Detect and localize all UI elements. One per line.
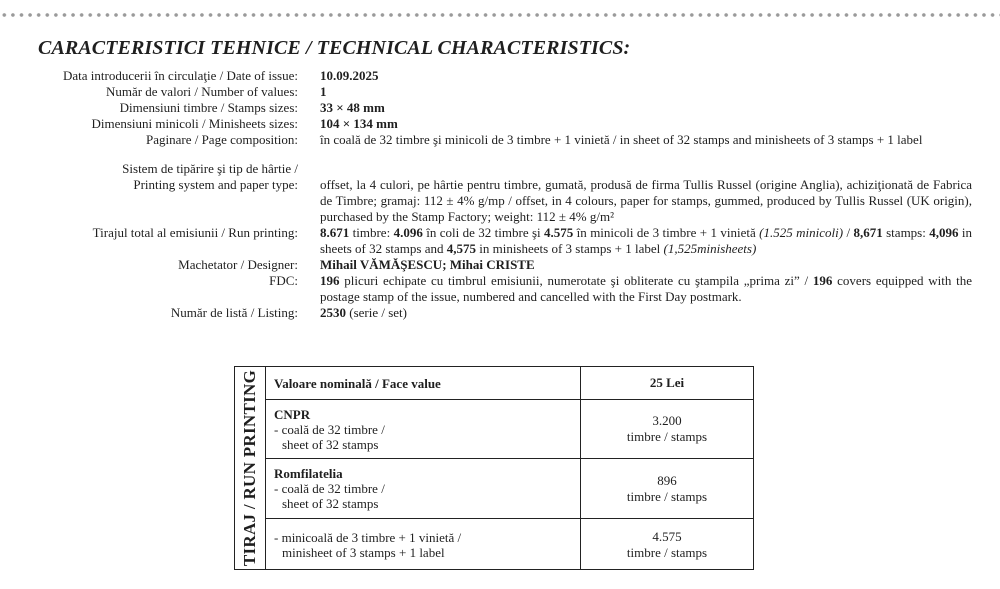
run-text: / bbox=[843, 225, 854, 240]
row-quantity-cell bbox=[581, 519, 754, 571]
spec-label: Număr de listă / Listing: bbox=[170, 305, 298, 320]
values-count: 1 bbox=[320, 84, 327, 99]
spec-row-stamp-size bbox=[0, 100, 1000, 116]
fdc-count-en: 196 bbox=[812, 273, 833, 288]
spec-label-line: Printing system and paper type: bbox=[133, 177, 298, 192]
spec-value bbox=[320, 273, 972, 305]
table-row bbox=[266, 459, 753, 519]
spec-value bbox=[320, 116, 972, 132]
spec-value bbox=[320, 68, 972, 84]
row-quantity: 3.200 bbox=[652, 413, 682, 428]
spec-value: în coală de 32 timbre şi minicoli de 3 timbre + 1 vinietă / in sheet of 32 stamps and minisheets of 3 stamps + 1 label bbox=[320, 132, 923, 147]
spec-row-pagination bbox=[0, 132, 1000, 148]
dotted-separator bbox=[0, 12, 1000, 18]
row-quantity-cell bbox=[581, 459, 754, 519]
run-text: în coli de 32 timbre şi bbox=[422, 225, 545, 240]
spec-row-date bbox=[0, 68, 1000, 84]
row-name: Romfilatelia bbox=[274, 466, 343, 481]
listing-suffix: (serie / set) bbox=[346, 305, 408, 320]
run-mini: 4.575 bbox=[544, 225, 574, 240]
spec-value bbox=[320, 225, 972, 257]
spec-row-printing bbox=[0, 161, 1000, 225]
spec-row-minisheet-size bbox=[0, 116, 1000, 132]
run-text: in minisheets of 3 stamps + 1 label bbox=[475, 241, 664, 256]
header-face-value: Valoare nominală / Face value bbox=[266, 367, 581, 400]
header-value: 25 Lei bbox=[581, 367, 754, 400]
run-text: în minicoli de 3 timbre + 1 vinietă bbox=[573, 225, 760, 240]
spec-row-fdc bbox=[0, 273, 1000, 305]
spec-label: Dimensiuni minicoli / Minisheets sizes: bbox=[91, 116, 298, 131]
spec-label: Paginare / Page composition: bbox=[145, 132, 298, 147]
spec-row-designer bbox=[0, 257, 1000, 273]
date-value: 10.09.2025 bbox=[320, 68, 379, 83]
row-line: - minicoală de 3 timbre + 1 vinietă / bbox=[274, 529, 462, 545]
row-unit: timbre / stamps bbox=[626, 544, 708, 560]
technical-specs bbox=[0, 68, 1000, 321]
run-text: timbre: bbox=[349, 225, 394, 240]
row-unit: timbre / stamps bbox=[626, 488, 708, 504]
row-line: sheet of 32 stamps bbox=[282, 496, 379, 511]
spec-value bbox=[320, 305, 972, 321]
spec-value bbox=[320, 257, 972, 273]
face-value-table bbox=[266, 367, 753, 570]
spec-row-run bbox=[0, 225, 1000, 257]
table-header-row bbox=[266, 367, 753, 400]
spec-label bbox=[0, 161, 298, 225]
row-description bbox=[266, 400, 581, 459]
spec-row-listing bbox=[0, 305, 1000, 321]
run-mini-count: (1.525 minicoli) bbox=[759, 225, 844, 240]
printing-value: offset, la 4 culori, pe hârtie pentru timbre, gumată, produsă de firma Tullis Russel (origine Anglia), achiziţionată de Fabrica de Timbre; gramaj: 112 ± 4% g/mp / offset, in 4 colours, paper for stamps, gummed, produced by Tullis Russel (UK origin), purchased by the Stamp Factory; weight: 112 ± 4% g/m² bbox=[320, 177, 972, 224]
spec-label: Machetator / Designer: bbox=[178, 257, 298, 272]
run-sheets: 4.096 bbox=[393, 225, 423, 240]
spec-value bbox=[320, 100, 972, 116]
row-description bbox=[266, 459, 581, 519]
row-line: - coală de 32 timbre / bbox=[274, 421, 385, 437]
spec-label: Număr de valori / Number of values: bbox=[105, 84, 298, 99]
table-row bbox=[266, 400, 753, 459]
spec-label: Data introducerii în circulaţie / Date of issue: bbox=[63, 68, 298, 83]
spec-label: FDC: bbox=[269, 273, 298, 288]
fdc-text: covers equipped with the postage stamp of the issue, numbered and cancelled with the First Day postmark. bbox=[320, 273, 973, 304]
listing-number: 2530 bbox=[320, 305, 346, 320]
row-name: CNPR bbox=[274, 406, 311, 422]
row-quantity-cell bbox=[581, 400, 754, 459]
run-total: 8.671 bbox=[320, 225, 350, 240]
run-printing-table bbox=[234, 366, 754, 570]
side-label-text: TIRAJ / RUN PRINTING bbox=[240, 369, 259, 567]
row-line: sheet of 32 stamps bbox=[282, 436, 379, 452]
designer-names: Mihail VĂMĂŞESCU; Mihai CRISTE bbox=[320, 257, 535, 272]
row-quantity: 4.575 bbox=[652, 528, 682, 544]
run-text: stamps: bbox=[882, 225, 930, 240]
page-title: CARACTERISTICI TEHNICE / TECHNICAL CHARACTERISTICS: bbox=[38, 37, 631, 59]
spec-label: Dimensiuni timbre / Stamps sizes: bbox=[119, 100, 298, 115]
fdc-count: 196 bbox=[320, 273, 340, 288]
fdc-text: plicuri echipate cu timbrul emisiunii, numerotate şi obliterate cu ştampila „prima zi” / bbox=[339, 273, 813, 288]
row-description bbox=[266, 519, 581, 571]
row-line: - coală de 32 timbre / bbox=[274, 481, 385, 496]
table-side-label bbox=[235, 367, 266, 569]
table-row bbox=[266, 519, 753, 571]
minisheet-size: 104 × 134 mm bbox=[320, 116, 398, 131]
spec-value bbox=[320, 161, 972, 225]
run-total-en: 8,671 bbox=[853, 225, 883, 240]
spec-label: Tirajul total al emisiunii / Run printing: bbox=[92, 225, 298, 240]
row-line: minisheet of 3 stamps + 1 label bbox=[282, 544, 445, 560]
row-quantity: 896 bbox=[657, 472, 677, 488]
run-sheets-en: 4,096 bbox=[929, 225, 959, 240]
run-text: in sheets of 32 stamps and bbox=[320, 225, 973, 256]
spec-value bbox=[320, 84, 972, 100]
stamp-size: 33 × 48 mm bbox=[320, 100, 385, 115]
row-unit: timbre / stamps bbox=[626, 429, 708, 444]
spec-row-values bbox=[0, 84, 1000, 100]
spec-label-line: Sistem de tipărire şi tip de hârtie / bbox=[122, 161, 298, 176]
run-mini-count-en: (1,525minisheets) bbox=[663, 241, 757, 256]
run-mini-en: 4,575 bbox=[446, 241, 476, 256]
